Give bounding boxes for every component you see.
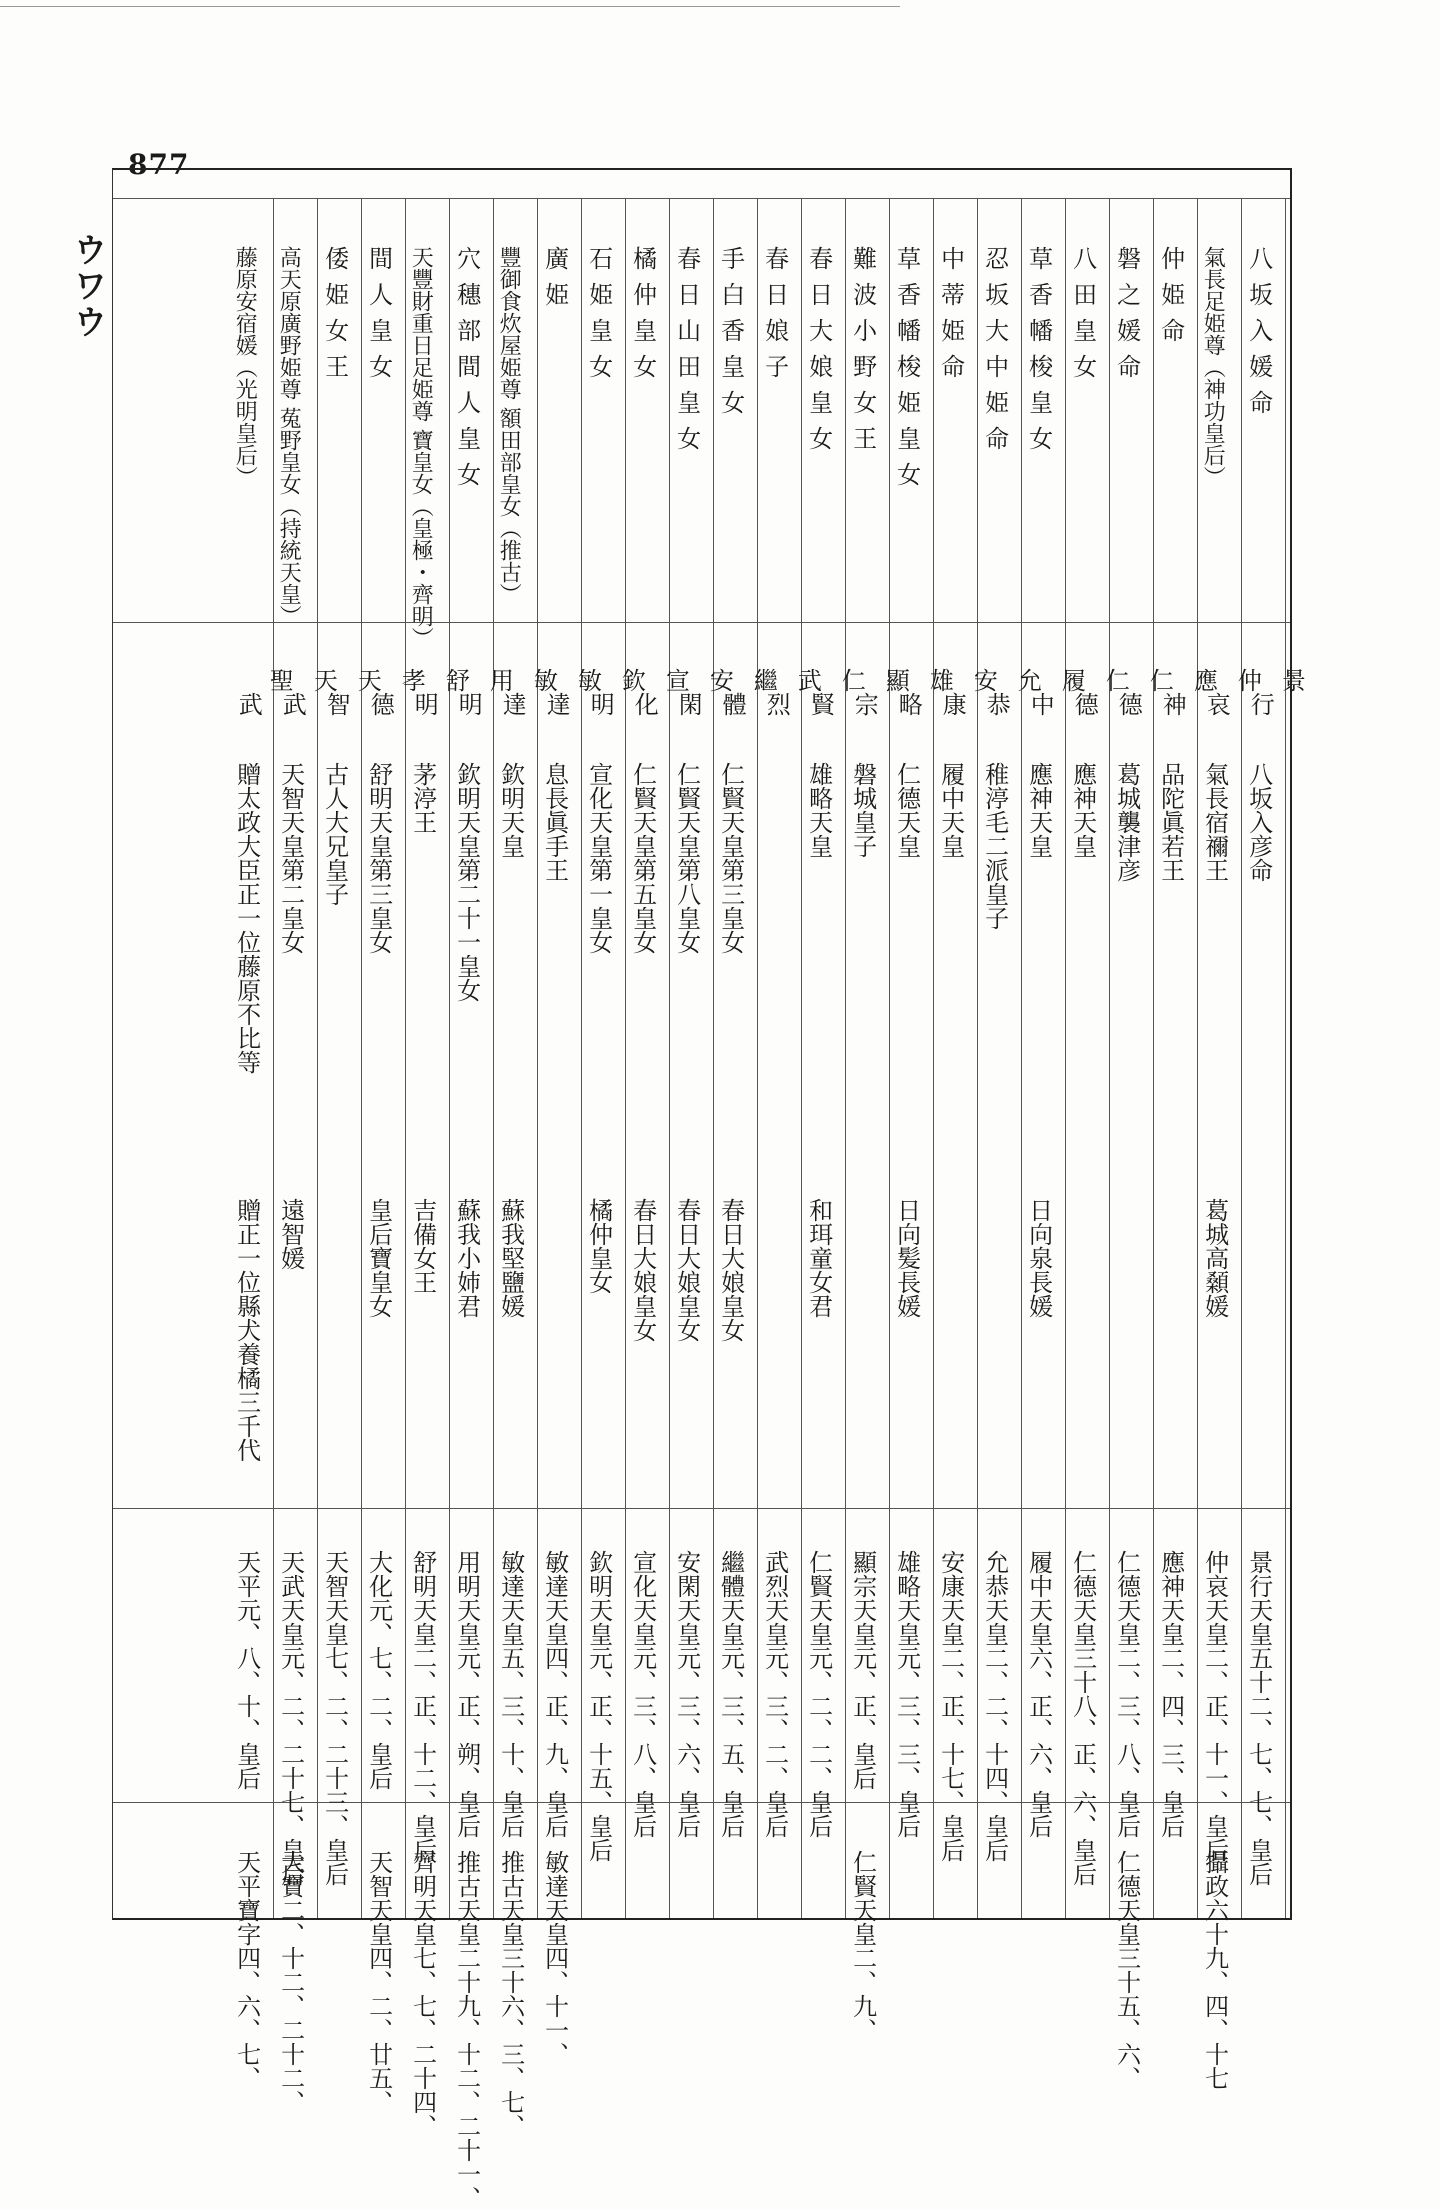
mother-cell: 和珥童女君 (804, 1198, 833, 1318)
empress-name: 八田皇女 (1068, 246, 1097, 390)
father-cell: 欽明天皇 (496, 762, 525, 858)
later-date: 天智天皇四、二、廿五、 (364, 1850, 393, 2114)
appointment-date: 應神天皇二、四、三、皇后 (1156, 1550, 1185, 1838)
reign-char: 賢 (806, 692, 835, 716)
appointment-date: 大化元、七、二、皇后 (364, 1550, 393, 1790)
reign-char: 德 (1070, 692, 1099, 716)
table-row (1241, 198, 1306, 1918)
mother-cell: 日向泉長媛 (1024, 1198, 1053, 1318)
empress-name: 春日山田皇女 (672, 246, 701, 462)
father-cell: 仁賢天皇第三皇女 (716, 762, 745, 954)
mother-cell: 遠智媛 (276, 1198, 305, 1270)
reign-char: 體 (718, 692, 747, 716)
later-date: 大寶二、十二、二十二、 (276, 1850, 305, 2114)
appointment-date: 仁賢天皇元、二、二、皇后 (804, 1550, 833, 1838)
father-cell: 品陀眞若王 (1156, 762, 1185, 882)
later-date: 仁德天皇三十五、六、 (1112, 1850, 1141, 2090)
appointment-date: 敏達天皇四、正、九、皇后 (540, 1550, 569, 1838)
empress-name: 橘仲皇女 (628, 246, 657, 390)
reign-char: 武 (234, 692, 263, 716)
page-number: 877 (128, 148, 190, 181)
empress-name: 草香幡梭姫皇女 (892, 246, 921, 498)
empress-name: 藤原安宿媛（光明皇后） (232, 246, 258, 488)
appointment-date: 敏達天皇五、三、十、皇后 (496, 1550, 525, 1838)
mother-cell: 吉備女王 (408, 1198, 437, 1294)
father-cell: 贈太政大臣正一位藤原不比等 (232, 762, 261, 1074)
reign-char: 舒 (441, 668, 470, 692)
father-cell: 仁賢天皇第八皇女 (672, 762, 701, 954)
reign-char: 欽 (617, 668, 646, 692)
reign-char: 敏 (573, 668, 602, 692)
empress-name: 仲姫命 (1156, 246, 1185, 354)
reign-char: 天 (353, 668, 382, 692)
later-date: 敏達天皇四、十一、 (540, 1850, 569, 2066)
empress-name: 春日大娘皇女 (804, 246, 833, 462)
appointment-date: 顯宗天皇元、正、皇后 (848, 1550, 877, 1790)
reign-char: 達 (542, 692, 571, 716)
later-date: 齊明天皇七、七、二十四、 (408, 1850, 437, 2138)
top-rule (0, 6, 900, 7)
empress-name: 磐之媛命 (1112, 246, 1141, 390)
later-date: 推古天皇三十六、三、七、 (496, 1850, 525, 2138)
father-cell: 古人大兄皇子 (320, 762, 349, 906)
empress-name: 八坂入媛命 (1244, 246, 1273, 426)
reign-char: 烈 (762, 692, 791, 716)
appointment-date: 安康天皇二、正、十七、皇后 (936, 1550, 965, 1862)
reign-char: 宣 (661, 668, 690, 692)
reign-char: 應 (1189, 668, 1218, 692)
father-cell: 息長眞手王 (540, 762, 569, 882)
empress-name: 倭姫女王 (320, 246, 349, 390)
reign-char: 行 (1246, 692, 1275, 716)
mother-cell: 春日大娘皇女 (716, 1198, 745, 1342)
reign-char: 德 (366, 692, 395, 716)
empress-name: 中蒂姫命 (936, 246, 965, 390)
reign-char: 恭 (982, 692, 1011, 716)
reign-char: 仁 (1145, 668, 1174, 692)
appointment-date: 仲哀天皇二、正、十一、皇后 (1200, 1550, 1229, 1862)
reign-char: 康 (938, 692, 967, 716)
father-cell: 履中天皇 (936, 762, 965, 858)
empress-name: 氣長足姫尊（神功皇后） (1200, 246, 1226, 488)
empress-name: 間人皇女 (364, 246, 393, 390)
later-date: 攝政六十九、四、十七 (1200, 1850, 1229, 2090)
mother-cell: 蘇我堅鹽媛 (496, 1198, 525, 1318)
father-cell: 欽明天皇第二十一皇女 (452, 762, 481, 1002)
empress-name: 草香幡梭皇女 (1024, 246, 1053, 462)
appointment-date: 景行天皇五十二、七、七、皇后 (1244, 1550, 1273, 1886)
father-cell: 天智天皇第二皇女 (276, 762, 305, 954)
appointment-date: 用明天皇元、正、朔、皇后 (452, 1550, 481, 1838)
reign-char: 德 (1114, 692, 1143, 716)
mother-cell: 日向髪長媛 (892, 1198, 921, 1318)
reign-char: 閑 (674, 692, 703, 716)
later-date: 天平寶字四、六、七、 (232, 1850, 261, 2090)
empress-name: 天豐財重日足姫尊 寶皇女（皇極・齊明） (408, 246, 434, 649)
reign-char: 神 (1158, 692, 1187, 716)
appointment-date: 安閑天皇元、三、六、皇后 (672, 1550, 701, 1838)
appointment-date: 宣化天皇元、三、八、皇后 (628, 1550, 657, 1838)
mother-cell: 春日大娘皇女 (628, 1198, 657, 1342)
reign-char: 雄 (925, 668, 954, 692)
reign-char: 履 (1057, 668, 1086, 692)
mother-cell: 蘇我小姉君 (452, 1198, 481, 1318)
empress-name: 豐御食炊屋姫尊 額田部皇女（推古） (496, 246, 522, 605)
father-cell: 仁賢天皇第五皇女 (628, 762, 657, 954)
reign-char: 宗 (850, 692, 879, 716)
reign-char: 孝 (397, 668, 426, 692)
appointment-date: 雄略天皇元、三、三、皇后 (892, 1550, 921, 1838)
appointment-date: 欽明天皇元、正、十五、皇后 (584, 1550, 613, 1862)
appointment-date: 允恭天皇二、二、十四、皇后 (980, 1550, 1009, 1862)
reign-emperor (232, 668, 294, 716)
empress-name: 春日娘子 (760, 246, 789, 390)
reign-char: 略 (894, 692, 923, 716)
father-cell: 稚渟毛二派皇子 (980, 762, 1009, 930)
reign-char: 仁 (1101, 668, 1130, 692)
side-index-label: ウワウ (67, 232, 107, 340)
appointment-date: 天平元、八、十、皇后 (232, 1550, 261, 1790)
reign-char: 中 (1026, 692, 1055, 716)
empress-name: 難波小野女王 (848, 246, 877, 462)
mother-cell: 贈正一位縣犬養橘三千代 (232, 1198, 261, 1462)
reign-char: 顯 (881, 668, 910, 692)
father-cell: 應神天皇 (1024, 762, 1053, 858)
empress-name: 廣姫 (540, 246, 569, 318)
mother-cell: 春日大娘皇女 (672, 1198, 701, 1342)
reign-char: 化 (630, 692, 659, 716)
empress-name: 石姫皇女 (584, 246, 613, 390)
father-cell: 宣化天皇第一皇女 (584, 762, 613, 954)
reign-char: 明 (586, 692, 615, 716)
reign-char: 哀 (1202, 692, 1231, 716)
reign-char: 允 (1013, 668, 1042, 692)
mother-cell: 皇后寶皇女 (364, 1198, 393, 1318)
empress-name: 忍坂大中姫命 (980, 246, 1009, 462)
reign-char: 武 (793, 668, 822, 692)
appointment-date: 仁德天皇三十八、正、六、皇后 (1068, 1550, 1097, 1886)
reign-char: 聖 (265, 668, 294, 692)
empress-table (112, 168, 1306, 2210)
mother-cell: 橘仲皇女 (584, 1198, 613, 1294)
father-cell: 仁德天皇 (892, 762, 921, 858)
mother-cell: 葛城高顙媛 (1200, 1198, 1229, 1318)
reign-char: 達 (498, 692, 527, 716)
reign-char: 仲 (1233, 668, 1262, 692)
empress-name: 高天原廣野姫尊 菟野皇女（持統天皇） (276, 246, 302, 627)
reign-char: 安 (969, 668, 998, 692)
reign-char: 仁 (837, 668, 866, 692)
empress-name: 手白香皇女 (716, 246, 745, 426)
reign-char: 敏 (529, 668, 558, 692)
father-cell: 氣長宿禰王 (1200, 762, 1229, 882)
father-cell: 應神天皇 (1068, 762, 1097, 858)
appointment-date: 武烈天皇元、三、二、皇后 (760, 1550, 789, 1838)
reign-char: 明 (454, 692, 483, 716)
reign-char: 明 (410, 692, 439, 716)
appointment-date: 繼體天皇元、三、五、皇后 (716, 1550, 745, 1838)
appointment-date: 舒明天皇二、正、十二、皇后 (408, 1550, 437, 1862)
later-date: 仁賢天皇二、九、 (848, 1850, 877, 2042)
later-date: 推古天皇二十九、十二、二十一、 (452, 1850, 481, 2210)
father-cell: 茅渟王 (408, 762, 437, 834)
father-cell: 雄略天皇 (804, 762, 833, 858)
reign-char: 武 (278, 692, 307, 716)
reign-char: 繼 (749, 668, 778, 692)
appointment-date: 天武天皇元、二、二十七、皇后 (276, 1550, 305, 1886)
appointment-date: 履中天皇六、正、六、皇后 (1024, 1550, 1053, 1838)
appointment-date: 天智天皇七、二、二十三、皇后 (320, 1550, 349, 1886)
reign-char: 景 (1277, 668, 1306, 692)
father-cell: 舒明天皇第三皇女 (364, 762, 393, 954)
father-cell: 葛城襲津彦 (1112, 762, 1141, 882)
reign-char: 用 (485, 668, 514, 692)
reign-char: 安 (705, 668, 734, 692)
father-cell: 八坂入彦命 (1244, 762, 1273, 882)
empress-name: 穴穗部間人皇女 (452, 246, 481, 498)
reign-char: 智 (322, 692, 351, 716)
appointment-date: 仁德天皇二、三、八、皇后 (1112, 1550, 1141, 1838)
reign-char: 天 (309, 668, 338, 692)
father-cell: 磐城皇子 (848, 762, 877, 858)
